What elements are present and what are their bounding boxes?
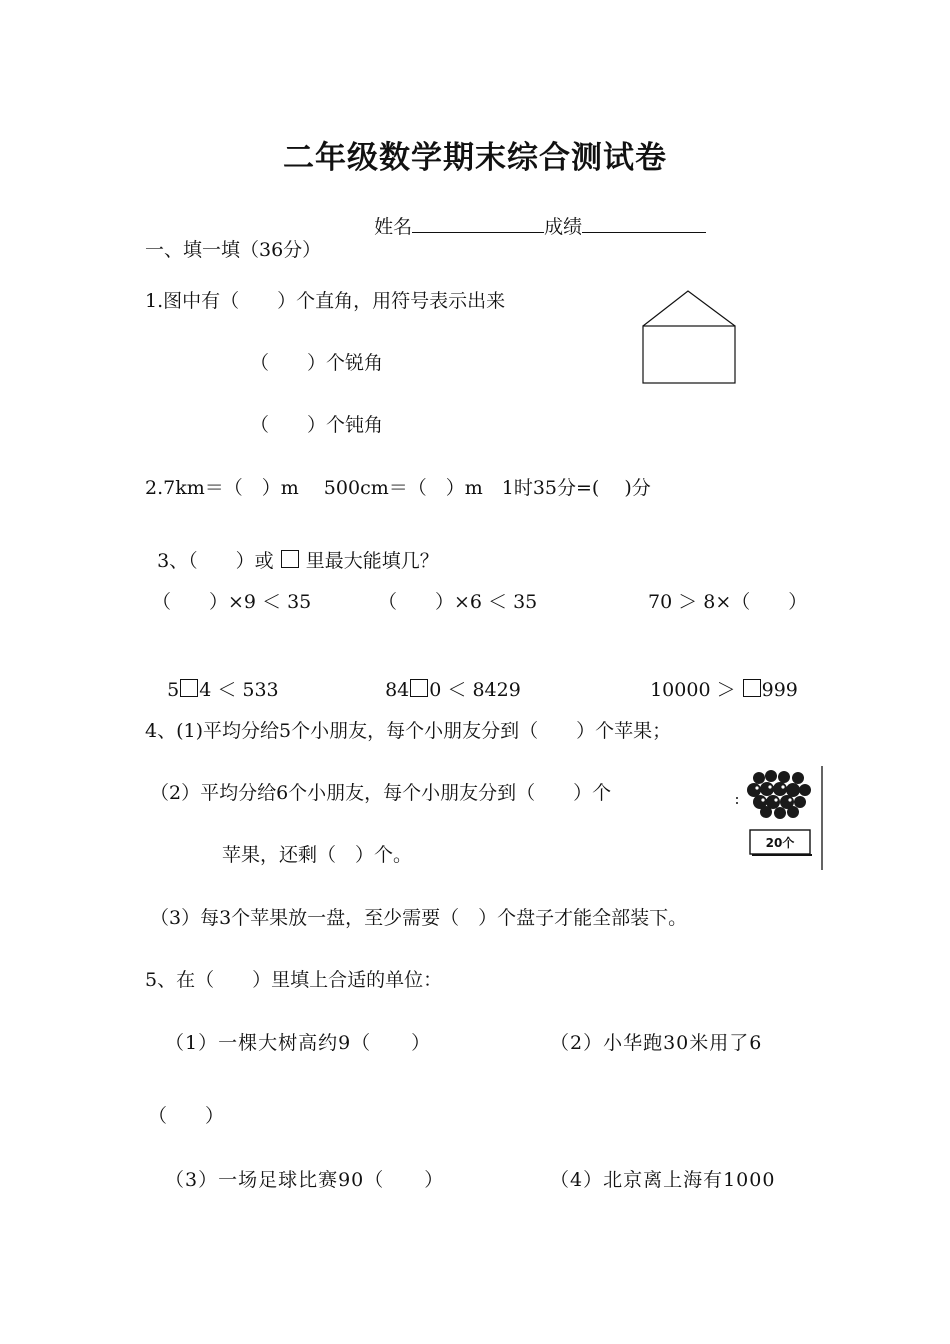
square-box-icon bbox=[410, 679, 428, 697]
house-body bbox=[643, 326, 735, 383]
q3-r2c1 bbox=[155, 654, 279, 702]
square-box-icon bbox=[743, 679, 761, 697]
q5-item4: （4）北京离上海有1000 bbox=[550, 1169, 776, 1191]
q2-line: 2.7km＝（ ）m 500cm＝（ ）m 1时35分=( )分 bbox=[145, 477, 651, 499]
house-figure bbox=[640, 287, 740, 389]
square-box-icon bbox=[180, 679, 198, 697]
q4-line4: （3）每3个苹果放一盘，至少需要（ ）个盘子才能全部装下。 bbox=[150, 907, 688, 929]
score-label: 成绩 bbox=[544, 216, 583, 238]
q3-r1c1: （ ）×9 ＜ 35 bbox=[152, 591, 312, 613]
q1-line1: 1.图中有（ ）个直角，用符号表示出来 bbox=[145, 290, 506, 312]
q5-item2-cont: （ ） bbox=[148, 1105, 225, 1127]
apple-count-label: 20个 bbox=[765, 836, 795, 850]
square-box-icon bbox=[281, 550, 299, 568]
q5-heading: 5、在（ ）里填上合适的单位： bbox=[145, 969, 443, 991]
name-blank bbox=[412, 212, 544, 233]
q3-prompt-a: 3、（ ）或 bbox=[157, 550, 274, 572]
q3-r2c2 bbox=[373, 654, 521, 702]
q3-r1c3: 70 ＞ 8×（ ） bbox=[648, 591, 808, 613]
apple-pile-icon bbox=[732, 764, 824, 872]
q3-prompt-b: 里最大能填几？ bbox=[305, 550, 439, 572]
score-blank bbox=[582, 212, 706, 233]
q1-line2: （ ）个锐角 bbox=[250, 352, 384, 374]
name-label: 姓名 bbox=[374, 216, 413, 238]
q3-r1c2: （ ）×6 ＜ 35 bbox=[378, 591, 538, 613]
q3-r2c3-b: 999 bbox=[761, 679, 798, 701]
q3-r2c3 bbox=[638, 654, 798, 702]
q4-line3: 苹果，还剩（ ）个。 bbox=[222, 844, 413, 866]
q3-r2c2-a: 84 bbox=[385, 679, 410, 701]
q1-line3: （ ）个钝角 bbox=[250, 414, 384, 436]
header-fields bbox=[362, 188, 706, 239]
q3-prompt bbox=[145, 525, 439, 573]
q5-item1: （1）一棵大树高约9（ ） bbox=[165, 1032, 432, 1054]
q3-r2c2-b: 0 ＜ 8429 bbox=[429, 679, 521, 701]
section-heading: 一、填一填（36分） bbox=[145, 239, 322, 261]
q4-line2: （2）平均分给6个小朋友，每个小朋友分到（ ）个 bbox=[150, 782, 612, 804]
q3-r2c1-b: 4 ＜ 533 bbox=[199, 679, 279, 701]
apple-picture bbox=[732, 764, 824, 872]
q4-line1: 4、(1)平均分给5个小朋友，每个小朋友分到（ ）个苹果； bbox=[145, 720, 672, 742]
page-title: 二年级数学期末综合测试卷 bbox=[283, 140, 667, 176]
q5-item2: （2）小华跑30米用了6 bbox=[550, 1032, 763, 1054]
house-roof bbox=[643, 291, 735, 326]
q3-r2c3-a: 10000 ＞ bbox=[650, 679, 736, 701]
q5-item3: （3）一场足球比赛90（ ） bbox=[165, 1169, 445, 1191]
q3-r2c1-a: 5 bbox=[167, 679, 180, 701]
